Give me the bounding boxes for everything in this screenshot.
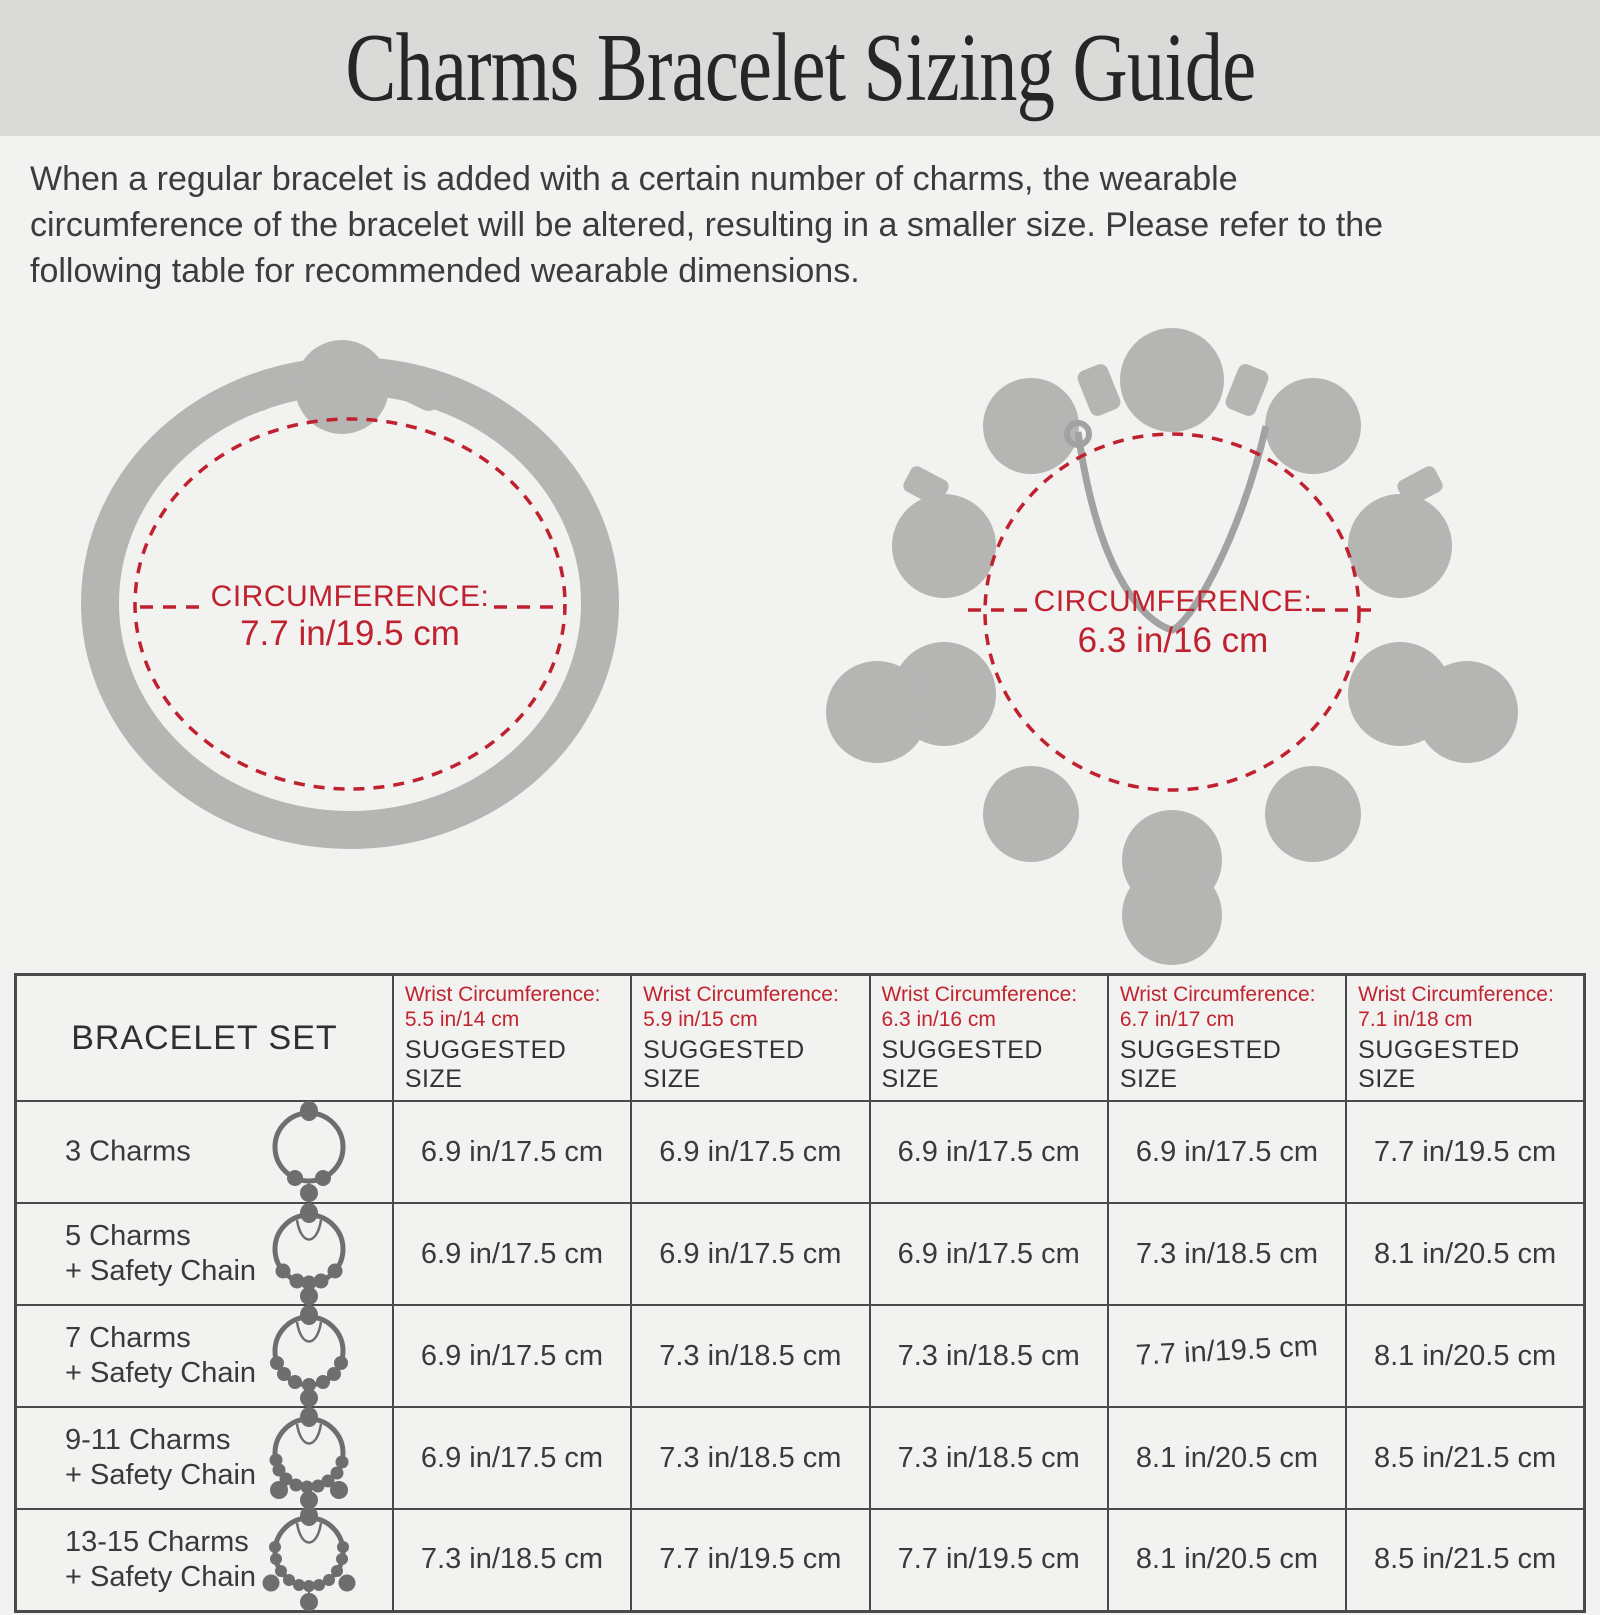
set-sublabel: + Safety Chain — [65, 1255, 257, 1287]
size-value-cell: 7.3 in/18.5 cm — [870, 1407, 1108, 1509]
title-banner — [0, 0, 1600, 136]
bracelet-set-cell — [16, 1407, 393, 1509]
size-value-cell: 7.7 in/19.5 cm — [1346, 1101, 1584, 1203]
suggested-size-label: SUGGESTED SIZE — [1119, 1036, 1282, 1093]
table-row — [16, 1101, 1585, 1203]
table-row — [16, 1305, 1585, 1407]
bracelet-set-cell — [16, 1509, 393, 1611]
charm-bead — [1120, 328, 1224, 432]
charm-clip-right — [1223, 362, 1271, 418]
size-value-cell: 7.3 in/18.5 cm — [631, 1305, 869, 1407]
wrist-circumference-label: Wrist Circumference: — [1358, 983, 1554, 1006]
size-value-cell: 7.3 in/18.5 cm — [870, 1305, 1108, 1407]
size-value-cell: 6.9 in/17.5 cm — [631, 1101, 869, 1203]
size-value-cell: 6.9 in/17.5 cm — [393, 1101, 631, 1203]
set-label: 3 Charms — [65, 1135, 191, 1168]
set-label: 13-15 Charms — [65, 1525, 249, 1558]
table-header-row — [16, 975, 1585, 1102]
intro-paragraph — [30, 156, 1575, 294]
dangle-charm-left — [826, 661, 928, 763]
wrist-circumference-label: Wrist Circumference: — [643, 983, 839, 1006]
charm-bead — [1265, 378, 1361, 474]
charm-bead — [1265, 766, 1361, 862]
size-column-header — [1346, 975, 1584, 1102]
size-value-cell: 7.3 in/18.5 cm — [1108, 1203, 1346, 1305]
bracelet-set-cell — [16, 1101, 393, 1203]
charm-beads-silhouette — [892, 328, 1452, 910]
charm-bead — [1348, 494, 1452, 598]
size-value-cell: 6.9 in/17.5 cm — [870, 1101, 1108, 1203]
suggested-size-label: SUGGESTED SIZE — [643, 1036, 805, 1093]
size-value-cell: 8.1 in/20.5 cm — [1108, 1509, 1346, 1611]
suggested-size-label: SUGGESTED SIZE — [1358, 1036, 1520, 1093]
intro-line: circumference of the bracelet will be altered, resulting in a smaller size. Please refer to the — [30, 206, 1384, 244]
size-column-header — [870, 975, 1108, 1102]
size-value-cell: 7.3 in/18.5 cm — [393, 1509, 631, 1611]
wrist-circumference-label: Wrist Circumference: — [1119, 983, 1316, 1006]
size-value-cell: 7.3 in/18.5 cm — [631, 1407, 869, 1509]
plain-bracelet-circumference-label: CIRCUMFERENCE: — [210, 580, 490, 613]
size-column-header — [631, 975, 869, 1102]
dangle-charm-right — [1416, 661, 1518, 763]
size-value-cell: 7.7 in/19.5 cm — [870, 1509, 1108, 1611]
set-label: 9-11 Charms — [65, 1424, 231, 1456]
wrist-circumference-value: 6.3 in/16 cm — [881, 1008, 996, 1031]
size-value-cell: 6.9 in/17.5 cm — [393, 1305, 631, 1407]
bracelet-3-charms-icon — [249, 1100, 369, 1204]
charm-bead — [892, 494, 996, 598]
bracelet-7-charms-safety-chain-icon — [249, 1304, 369, 1408]
charm-bead — [983, 766, 1079, 862]
wrist-circumference-value: 6.7 in/17 cm — [1119, 1008, 1235, 1031]
table-row — [16, 1509, 1585, 1611]
bracelet-set-header-label: BRACELET SET — [71, 1018, 338, 1057]
bracelet-5-charms-safety-chain-icon — [249, 1202, 369, 1306]
intro-line: When a regular bracelet is added with a certain number of charms, the wearable — [30, 160, 1238, 198]
sizing-table — [14, 973, 1586, 1613]
set-sublabel: + Safety Chain — [65, 1459, 257, 1491]
size-value-cell: 6.9 in/17.5 cm — [393, 1203, 631, 1305]
wrist-circumference-label: Wrist Circumference: — [404, 983, 601, 1006]
size-value-cell: 6.9 in/17.5 cm — [631, 1203, 869, 1305]
table-row — [16, 1203, 1585, 1305]
intro-line: following table for recommended wearable dimensions. — [30, 252, 860, 290]
suggested-size-label: SUGGESTED SIZE — [404, 1036, 567, 1093]
size-value-cell: 8.1 in/20.5 cm — [1108, 1407, 1346, 1509]
wrist-circumference-value: 7.1 in/18 cm — [1358, 1008, 1473, 1031]
charm-bracelet-circumference-value: 6.3 in/16 cm — [1077, 621, 1269, 660]
set-label: 7 Charms — [65, 1322, 191, 1354]
bracelet-set-cell — [16, 1203, 393, 1305]
wrist-circumference-value: 5.5 in/14 cm — [404, 1008, 520, 1031]
size-column-header — [1108, 975, 1346, 1102]
suggested-size-label: SUGGESTED SIZE — [881, 1036, 1043, 1093]
bracelet-13-15-charms-safety-chain-icon — [249, 1505, 369, 1615]
size-value-cell: 8.5 in/21.5 cm — [1346, 1509, 1584, 1611]
size-value-cell: 8.1 in/20.5 cm — [1346, 1203, 1584, 1305]
size-value-cell: 8.5 in/21.5 cm — [1346, 1407, 1584, 1509]
bracelet-set-header-cell — [16, 975, 393, 1102]
page-title: Charms Bracelet Sizing Guide — [344, 14, 1256, 122]
charm-bead — [983, 378, 1079, 474]
bracelet-set-cell — [16, 1305, 393, 1407]
size-value-cell: 6.9 in/17.5 cm — [870, 1203, 1108, 1305]
set-sublabel: + Safety Chain — [65, 1560, 257, 1593]
wrist-circumference-value: 5.9 in/15 cm — [643, 1008, 758, 1031]
size-value-cell: 6.9 in/17.5 cm — [393, 1407, 631, 1509]
size-column-header — [393, 975, 631, 1102]
size-value-cell: 8.1 in/20.5 cm — [1346, 1305, 1584, 1407]
size-value-cell: 7.7 in/19.5 cm — [631, 1509, 869, 1611]
size-value: 7.7 in/19.5 cm — [1134, 1329, 1319, 1372]
charm-bracelet-circumference-label: CIRCUMFERENCE: — [1033, 585, 1313, 618]
table-row — [16, 1407, 1585, 1509]
bracelet-9-11-charms-safety-chain-icon — [249, 1406, 369, 1510]
size-value-cell: 6.9 in/17.5 cm — [1108, 1101, 1346, 1203]
charm-clip-left — [1075, 362, 1123, 418]
wrist-circumference-label: Wrist Circumference: — [881, 983, 1078, 1006]
set-sublabel: + Safety Chain — [65, 1357, 257, 1389]
size-value-cell — [1108, 1305, 1346, 1407]
plain-bracelet-circumference-value: 7.7 in/19.5 cm — [240, 614, 460, 653]
set-label: 5 Charms — [65, 1220, 191, 1252]
dangle-charm-bottom — [1122, 865, 1222, 965]
